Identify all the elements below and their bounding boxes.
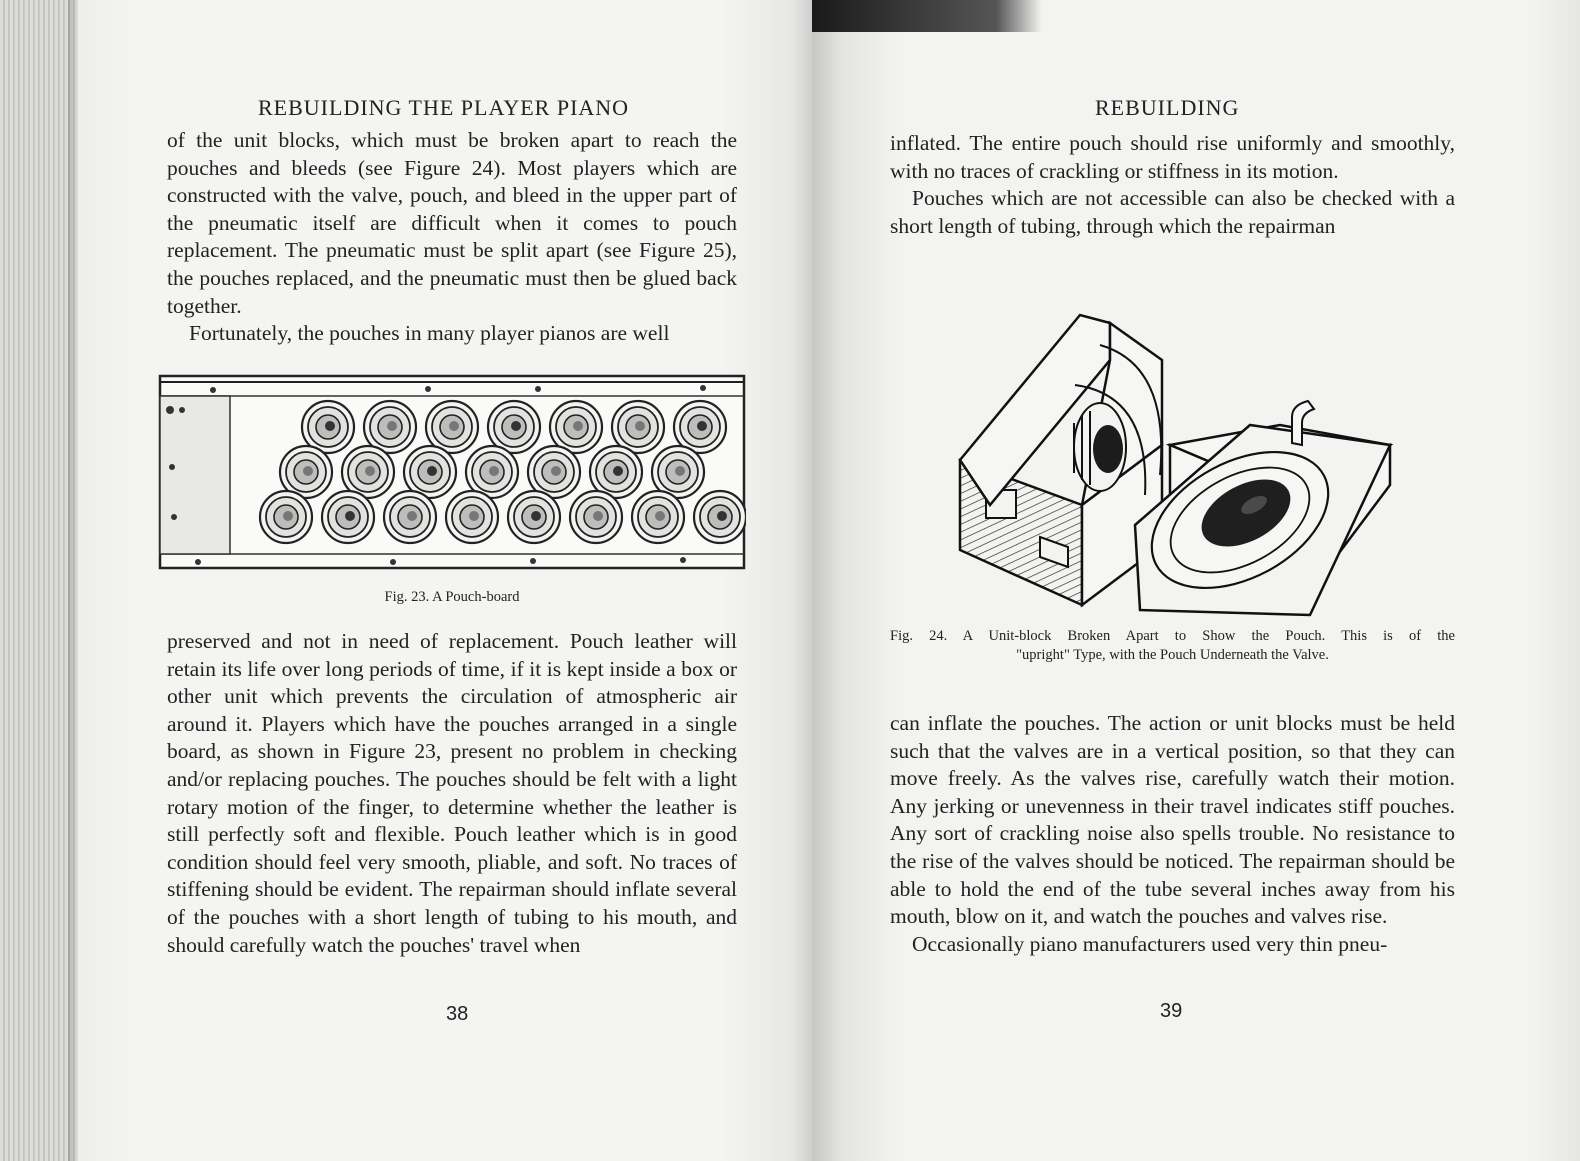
page-edges: [0, 0, 78, 1161]
right-figure-caption-line-2: "upright" Type, with the Pouch Underneath the Valve.: [1016, 647, 1329, 663]
right-running-head: REBUILDING: [1095, 95, 1240, 120]
right-paragraph-1: inflated. The entire pouch should rise uniformly and smoothly, with no traces of crackling or stiffness in its motion.: [890, 131, 1455, 183]
right-text-top: [890, 130, 1455, 240]
right-page: [812, 0, 1580, 1161]
pouch-circle: [694, 491, 746, 543]
right-figure-caption: [890, 627, 1455, 665]
left-running-head: REBUILDING THE PLAYER PIANO: [258, 95, 630, 120]
pouch-circle: [322, 491, 374, 543]
left-paragraph-1: of the unit blocks, which must be broken apart to reach the pouches and bleeds (see Figure 24). Most players which are constructed with the valve, pouch, and bleed in the upper part of the pneumatic itself are difficult when it comes to pouch replacement. The pneumatic must be split apart (see Figure 25), the pouches replaced, and the pneumatic must then be glued back together.: [167, 128, 737, 318]
unit-block-figure: [950, 305, 1400, 625]
pouch-circle: [508, 491, 560, 543]
right-paragraph-4: Occasionally piano manufacturers used very thin pneu-: [912, 931, 1388, 956]
left-page-number: 38: [446, 1003, 469, 1025]
pouch-board-figure: [158, 372, 746, 572]
background-shadow: [812, 0, 1042, 32]
pouch-circle: [570, 491, 622, 543]
pouch-circle: [260, 491, 312, 543]
pouch-circle: [446, 491, 498, 543]
left-text-top: [167, 127, 737, 348]
pouch-circle: [384, 491, 436, 543]
right-paragraph-3: can inflate the pouches. The action or unit blocks must be held such that the valves are in a vertical position, so that they can move freely. As the valves rise, carefully watch their motion. Any jerking or unevenness in their travel indicates stiff pouches. Any sort of crackling noise also spells trouble. No resistance to the rise of the valves should be noticed. The repairman should be able to hold the end of the tube several inches away from his mouth, blow on it, and watch the pouches and valves rise.: [890, 711, 1455, 929]
right-page-number: 39: [1160, 1000, 1183, 1022]
left-text-bottom: [167, 628, 737, 959]
right-paragraph-2: Pouches which are not accessible can also be checked with a short length of tubing, through which the repairman: [890, 186, 1455, 238]
right-text-bottom: [890, 710, 1455, 958]
left-figure-caption: Fig. 23. A Pouch-board: [384, 589, 520, 605]
pouch-circle: [632, 491, 684, 543]
left-paragraph-2: Fortunately, the pouches in many player pianos are well: [189, 321, 670, 346]
left-paragraph-3: preserved and not in need of replacement. Pouch leather will retain its life over long periods of time, if it is kept inside a box or other unit which prevents the circulation of atmospheric air around it. Players which have the pouches arranged in a single board, as shown in Figure 23, present no problem in checking and/or replacing pouches. The pouches should be felt with a light rotary motion of the finger, to determine whether the leather is still perfectly soft and flexible. Pouch leather which is in good condition should feel very smooth, pliable, and soft. No traces of stiffening should be evident. The repairman should inflate several of the pouches with a short length of tubing to his mouth, and should carefully watch the pouches' travel when: [167, 629, 737, 957]
right-figure-caption-line-1: Fig. 24. A Unit-block Broken Apart to Show the Pouch. This is of the: [890, 628, 1455, 644]
